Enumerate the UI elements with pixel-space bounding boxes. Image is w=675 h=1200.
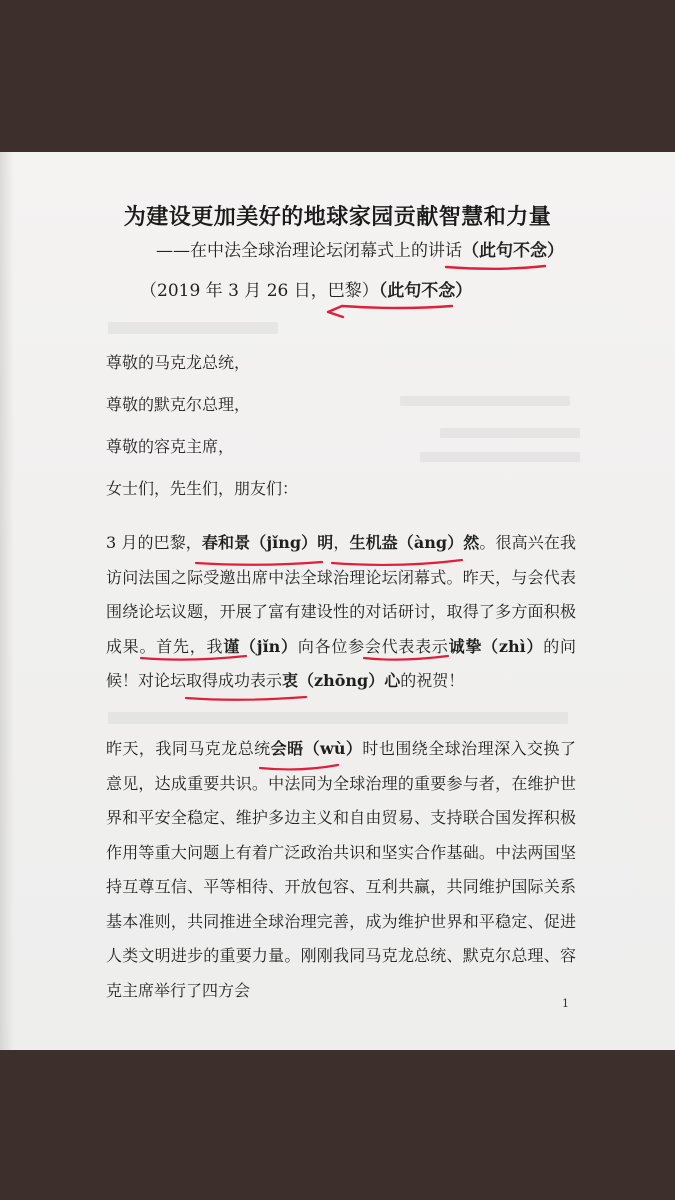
dateline: [140, 276, 560, 301]
dateline-text: （2019 年 3 月 26 日，巴黎）: [140, 281, 379, 301]
salutation-line: 女士们，先生们，朋友们：: [106, 479, 299, 498]
subtitle: [100, 236, 620, 261]
salutation-line: 尊敬的默克尔总理，: [106, 395, 251, 414]
para1-text: 。很高兴在我访问法国之际受邀出席中法全球治理论坛闭幕式。昨天，与会代表围绕论坛议题，开展了富有建设性的对话研讨，取得了多方面积极成果。首先，我: [106, 533, 576, 656]
pronunciation-annotation: 生机盎（àng）然: [349, 533, 480, 552]
paragraph-1: [106, 526, 576, 699]
pronunciation-annotation: 会晤（wù）: [270, 739, 363, 758]
bottom-dark-band: [0, 1050, 675, 1200]
page-title: 为建设更加美好的地球家园贡献智慧和力量: [123, 204, 552, 230]
para1-text: 3 月的巴黎，: [106, 533, 202, 552]
para1-text: 的祝贺！: [400, 671, 465, 690]
para2-text: 时也围绕全球治理深入交换了意见，达成重要共识。中法同为全球治理的重要参与者，在维护世界和平安全稳定、维护多边主义和自由贸易、支持联合国发挥积极作用等重大问题上有着广泛政治共识和坚实合作基础。中法两国坚持互尊互信、平等相待、开放包容、互利共赢，共同维护国际关系基本准则，共同推进全球治理完善，成为维护世界和平稳定、促进人类文明进步的重要力量。刚刚我同马克龙总统、默克尔总理、容克主席举行了四方会: [106, 739, 576, 1000]
salutation-list: [106, 348, 526, 516]
document-page: [0, 152, 675, 1050]
arrow-dateline-note: [328, 306, 452, 317]
show-through-text: [108, 322, 278, 334]
para2-text: 昨天，我同马克龙总统: [106, 739, 271, 758]
subtitle-note: （此句不念）: [462, 241, 564, 261]
para1-text: 的问候！对论坛取得成功表示: [106, 636, 576, 690]
pronunciation-annotation: 谨（jǐn）: [223, 636, 298, 656]
top-dark-band: [0, 0, 675, 152]
salutation-line: 尊敬的马克龙总统，: [106, 353, 251, 372]
pronunciation-annotation: 诚挚（zhì）: [448, 636, 544, 656]
pronunciation-annotation: 春和景（jǐng）明: [201, 533, 334, 552]
dateline-note: （此句不念）: [378, 281, 473, 301]
show-through-text: [108, 712, 568, 724]
underline-subtitle-note: [446, 266, 545, 269]
page-edge-shadow: [0, 152, 14, 1050]
pronunciation-annotation: 衷（zhōng）心: [282, 671, 401, 690]
paragraph-2: [106, 732, 576, 1008]
para1-text: 向各位参会代表表示: [297, 636, 449, 656]
subtitle-text: ——在中法全球治理论坛闭幕式上的讲话: [156, 241, 462, 261]
page-number: 1: [562, 997, 569, 1010]
salutation-line: 尊敬的容克主席，: [106, 437, 235, 456]
para1-text: ，: [333, 533, 350, 552]
